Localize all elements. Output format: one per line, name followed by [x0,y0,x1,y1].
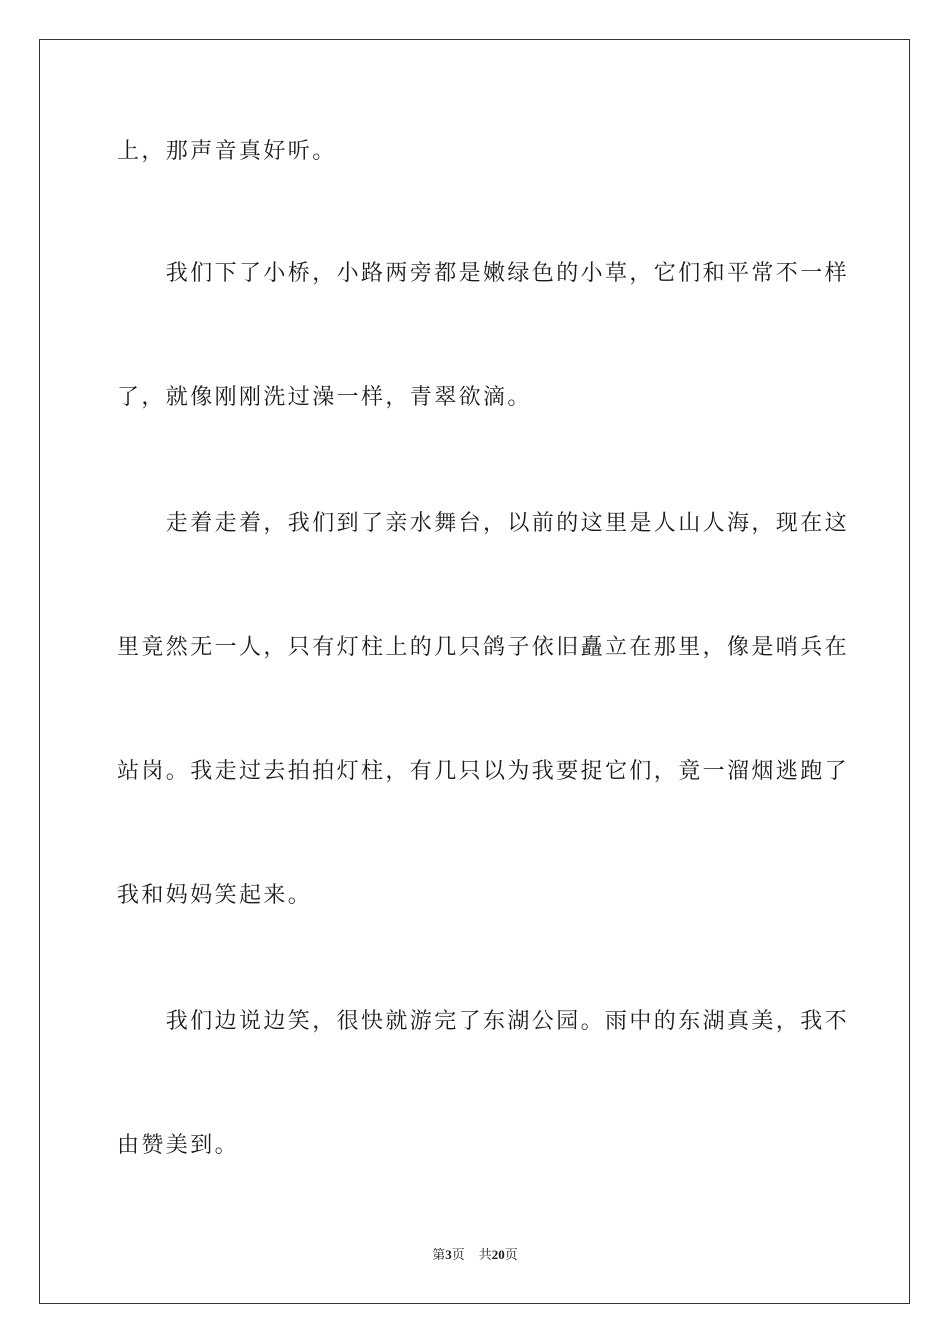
text-line-1: 上，那声音真好听。 [117,139,337,164]
text-line-2: 我们下了小桥，小路两旁都是嫩绿色的小草，它们和平常不一样 [117,261,850,286]
text-line-4: 走着走着，我们到了亲水舞台，以前的这里是人山人海，现在这 [117,511,850,536]
total-prefix: 共 [478,1248,492,1263]
total-suffix: 页 [504,1248,518,1263]
text-line-3: 了，就像刚刚洗过澡一样，青翠欲滴。 [117,385,532,410]
text-line-8: 我们边说边笑，很快就游完了东湖公园。雨中的东湖真美，我不 [117,1009,850,1034]
page-border [39,39,910,1304]
text-line-7: 我和妈妈笑起来。 [117,883,313,908]
text-line-5: 里竟然无一人，只有灯柱上的几只鸽子依旧矗立在那里，像是哨兵在 [117,635,850,660]
page-prefix: 第 [432,1248,446,1263]
page-footer [0,1246,950,1265]
page-number: 3 [445,1247,452,1262]
page-suffix: 页 [451,1248,465,1263]
total-pages: 20 [491,1247,505,1262]
text-line-9: 由赞美到。 [117,1133,240,1158]
text-line-6: 站岗。我走过去拍拍灯柱，有几只以为我要捉它们，竟一溜烟逃跑了 [117,759,850,784]
